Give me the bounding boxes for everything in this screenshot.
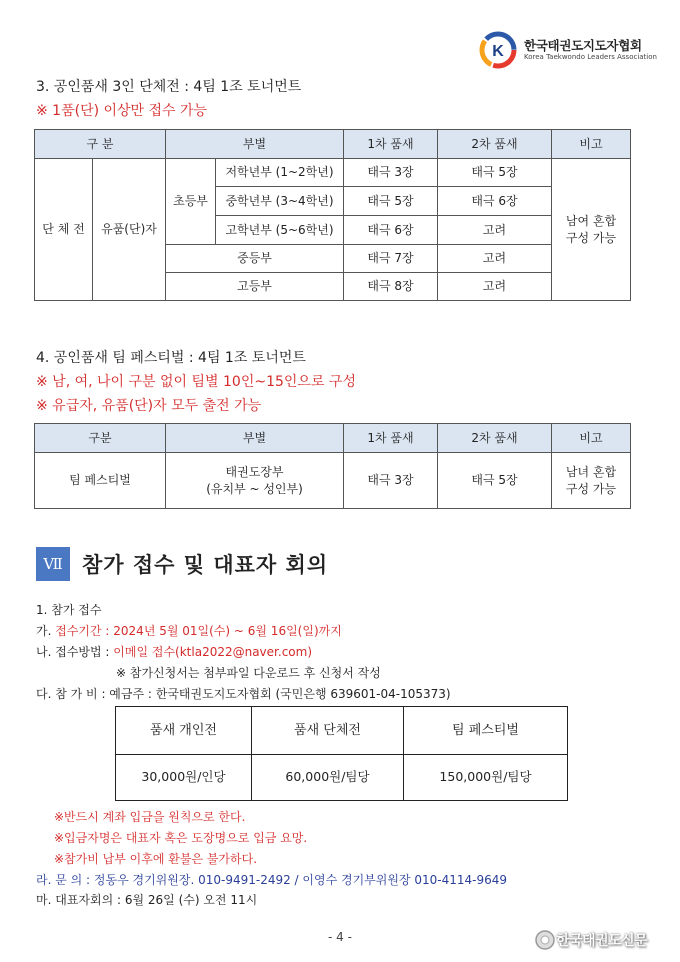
grade-cell: 유품(단)자 — [93, 159, 166, 301]
first-poomsae-cell: 태극 6장 — [344, 216, 438, 245]
registration-period: 가. 접수기간 : 2024년 5월 01일(수) ~ 6월 16일(일)까지 — [36, 624, 342, 638]
division-cell: 저학년부 (1~2학년) — [216, 159, 344, 187]
header-remark: 비고 — [552, 130, 631, 159]
chapter-title: 참가 접수 및 대표자 회의 — [82, 553, 329, 577]
registration-method: 나. 접수방법 : 이메일 접수(ktla2022@naver.com) — [36, 645, 313, 659]
second-poomsae-cell: 태극 5장 — [438, 453, 552, 509]
association-logo — [478, 30, 668, 70]
team-festival-table — [34, 423, 631, 509]
header-second-poomsae: 2차 품새 — [438, 424, 552, 453]
contact-text: 정동우 경기위원장. 010-9491-2492 / 이영수 경기부위원장 010-4114-9649 — [93, 873, 508, 887]
fee-account-line: 다. 참 가 비 : 예금주 : 한국태권도지도자협회 (국민은행 639601-04-105373) — [36, 687, 451, 701]
page-number: - 4 - — [328, 930, 352, 944]
remark-cell: 남녀 혼합 구성 가능 — [552, 453, 631, 509]
header-first-poomsae: 1차 품새 — [344, 130, 438, 159]
division-cell: 고학년부 (5~6학년) — [216, 216, 344, 245]
division-cell: 태권도장부 (유치부 ~ 성인부) — [166, 453, 344, 509]
section4-heading: 4. 공인품새 팀 페스티벌 : 4팀 1조 토너먼트 — [36, 350, 306, 366]
section3-heading: 3. 공인품새 3인 단체전 : 4팀 1조 토너먼트 — [36, 79, 302, 95]
chapter-number-badge: Ⅶ — [36, 547, 70, 581]
event-cell: 팀 페스티벌 — [35, 453, 166, 509]
division-cell: 중학년부 (3~4학년) — [216, 187, 344, 216]
watermark-logo-icon — [534, 929, 556, 951]
method-note: ※ 참가신청서는 첨부파일 다운로드 후 신청서 작성 — [116, 666, 381, 680]
team-event-table — [34, 129, 631, 301]
first-poomsae-cell: 태극 7장 — [344, 245, 438, 273]
header-division: 부별 — [166, 130, 344, 159]
header-category: 구분 — [35, 424, 166, 453]
event-cell: 단 체 전 — [35, 159, 93, 301]
header-remark: 비고 — [552, 424, 631, 453]
warning-3: ※참가비 납부 이후에 환불은 불가하다. — [54, 852, 258, 866]
fee-table — [115, 706, 568, 801]
logo-name-korean: 한국태권도지도자협회 — [524, 38, 642, 53]
fee-header: 품새 단체전 — [252, 707, 404, 755]
header-second-poomsae: 2차 품새 — [438, 130, 552, 159]
section4-note-2: ※ 유급자, 유품(단)자 모두 출전 가능 — [36, 398, 262, 414]
method-text: 이메일 접수(ktla2022@naver.com) — [113, 645, 313, 659]
first-poomsae-cell: 태극 3장 — [344, 159, 438, 187]
warning-1: ※반드시 계좌 입금을 원칙으로 한다. — [54, 810, 246, 824]
elementary-cell: 초등부 — [166, 159, 216, 245]
header-category: 구 분 — [35, 130, 166, 159]
second-poomsae-cell: 고려 — [438, 273, 552, 301]
registration-item: 1. 참가 접수 — [36, 603, 102, 617]
second-poomsae-cell: 태극 6장 — [438, 187, 552, 216]
header-division: 부별 — [166, 424, 344, 453]
logo-name-english: Korea Taekwondo Leaders Association — [524, 53, 657, 61]
second-poomsae-cell: 고려 — [438, 245, 552, 273]
section3-note: ※ 1품(단) 이상만 접수 가능 — [36, 103, 208, 119]
second-poomsae-cell: 태극 5장 — [438, 159, 552, 187]
newspaper-watermark: 한국태권도신문 — [532, 924, 680, 954]
period-text: 접수기간 : 2024년 5월 01일(수) ~ 6월 16일(일)까지 — [55, 624, 342, 638]
first-poomsae-cell: 태극 5장 — [344, 187, 438, 216]
division-cell: 고등부 — [166, 273, 344, 301]
first-poomsae-cell: 태극 3장 — [344, 453, 438, 509]
division-cell: 중등부 — [166, 245, 344, 273]
header-first-poomsae: 1차 품새 — [344, 424, 438, 453]
first-poomsae-cell: 태극 8장 — [344, 273, 438, 301]
fee-value: 30,000원/인당 — [116, 755, 252, 801]
logo-emblem-icon — [478, 30, 518, 70]
warning-2: ※입금자명은 대표자 혹은 도장명으로 입금 요망. — [54, 831, 308, 845]
fee-value: 60,000원/팀당 — [252, 755, 404, 801]
fee-header: 품새 개인전 — [116, 707, 252, 755]
meeting-line: 마. 대표자회의 : 6월 26일 (수) 오전 11시 — [36, 893, 258, 907]
contact-line: 라. 문 의 : 정동우 경기위원장. 010-9491-2492 / 이영수 경기부위원장 010-4114-9649 — [36, 873, 508, 887]
svg-text:K: K — [492, 43, 504, 60]
fee-header: 팀 페스티벌 — [404, 707, 568, 755]
second-poomsae-cell: 고려 — [438, 216, 552, 245]
section4-note-1: ※ 남, 여, 나이 구분 없이 팀별 10인~15인으로 구성 — [36, 374, 356, 390]
fee-value: 150,000원/팀당 — [404, 755, 568, 801]
remark-cell: 남여 혼합 구성 가능 — [552, 159, 631, 301]
